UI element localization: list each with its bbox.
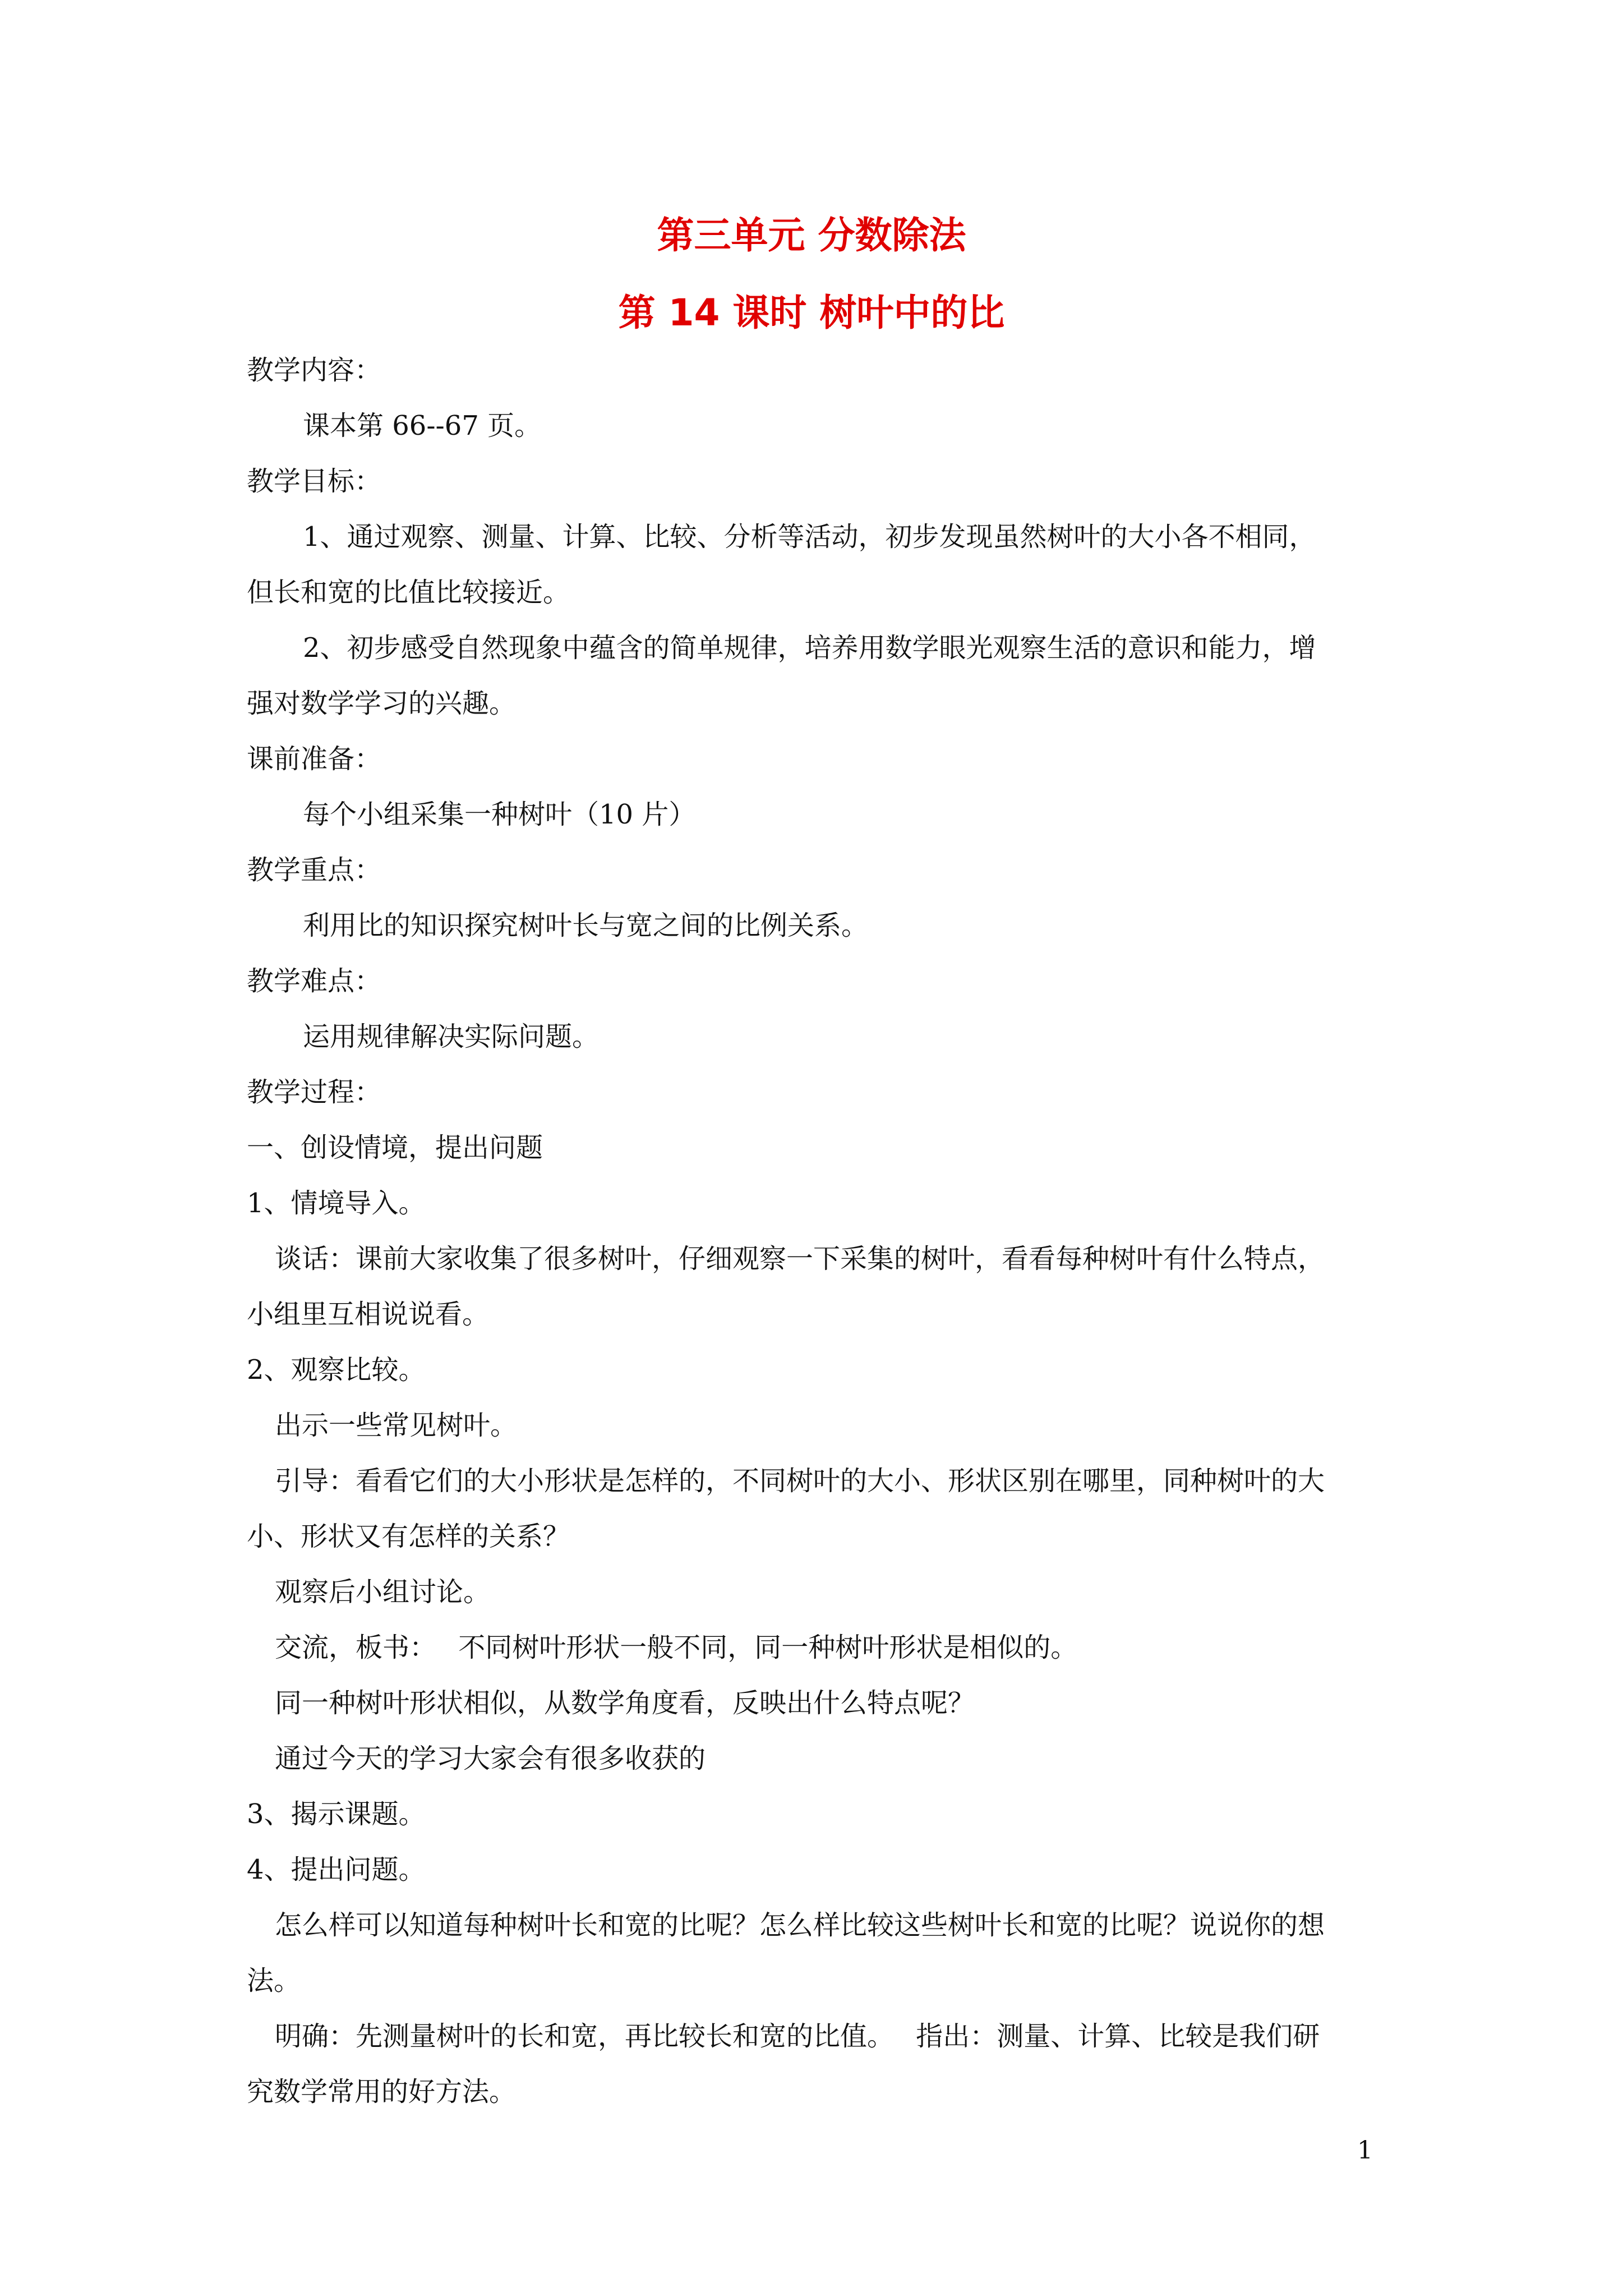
body-line: 2、初步感受自然现象中蕴含的简单规律，培养用数学眼光观察生活的意识和能力，增	[303, 632, 1316, 664]
body-line: 4、提出问题。	[247, 1854, 426, 1885]
section-heading: 课前准备：	[247, 743, 382, 775]
body-line: 运用规律解决实际问题。	[303, 1021, 600, 1052]
body-line: 强对数学学习的兴趣。	[247, 688, 517, 719]
section-heading: 教学目标：	[247, 466, 382, 497]
body-line: 1、情境导入。	[247, 1188, 426, 1219]
body-line: 课本第 66--67 页。	[303, 410, 542, 441]
page-number: 1	[1357, 2136, 1373, 2165]
body-line: 3、揭示课题。	[247, 1798, 426, 1830]
body-line: 交流，板书： 不同树叶形状一般不同，同一种树叶形状是相似的。	[275, 1632, 1078, 1663]
body-line: 每个小组采集一种树叶（10 片）	[303, 799, 696, 830]
body-line: 同一种树叶形状相似，从数学角度看，反映出什么特点呢？	[275, 1687, 975, 1719]
section-heading: 教学难点：	[247, 965, 382, 997]
body-line: 小、形状又有怎样的关系？	[247, 1521, 570, 1552]
section-heading: 教学重点：	[247, 854, 382, 886]
body-line: 引导：看看它们的大小形状是怎样的，不同树叶的大小、形状区别在哪里，同种树叶的大	[275, 1465, 1325, 1497]
body-line: 明确：先测量树叶的长和宽，再比较长和宽的比值。 指出：测量、计算、比较是我们研	[275, 2021, 1320, 2052]
body-line: 究数学常用的好方法。	[247, 2076, 517, 2108]
body-line: 1、通过观察、测量、计算、比较、分析等活动，初步发现虽然树叶的大小各不相同，	[303, 521, 1316, 553]
body-line: 利用比的知识探究树叶长与宽之间的比例关系。	[303, 910, 869, 941]
body-line: 观察后小组讨论。	[275, 1576, 491, 1608]
section-heading: 教学内容：	[247, 355, 382, 386]
body-line: 小组里互相说说看。	[247, 1299, 490, 1330]
section-heading: 教学过程：	[247, 1076, 382, 1108]
lesson-title: 第 14 课时 树叶中的比	[618, 291, 1005, 334]
body-line: 通过今天的学习大家会有很多收获的	[275, 1743, 706, 1774]
body-line: 出示一些常见树叶。	[275, 1410, 518, 1441]
unit-title: 第三单元 分数除法	[657, 214, 966, 257]
body-line: 法。	[247, 1965, 301, 1996]
body-line: 怎么样可以知道每种树叶长和宽的比呢？怎么样比较这些树叶长和宽的比呢？说说你的想	[275, 1910, 1325, 1941]
body-line: 谈话：课前大家收集了很多树叶，仔细观察一下采集的树叶，看看每种树叶有什么特点，	[275, 1243, 1325, 1274]
section-heading: 一、创设情境，提出问题	[247, 1132, 543, 1163]
body-line: 但长和宽的比值比较接近。	[247, 577, 570, 608]
body-line: 2、观察比较。	[247, 1354, 426, 1386]
